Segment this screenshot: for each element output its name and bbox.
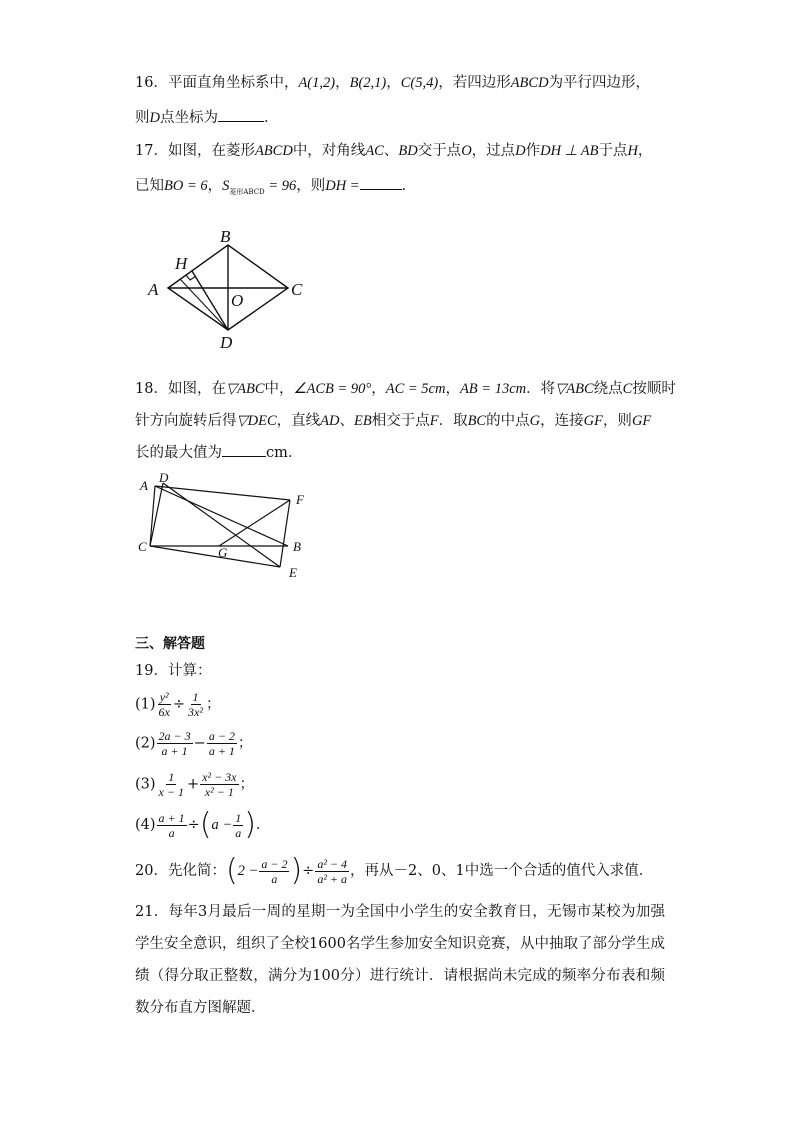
fraction: $\frac{a - 2}{a + 1}$	[208, 729, 235, 758]
label-b: B	[220, 227, 231, 246]
rotation-figure	[130, 470, 330, 585]
fraction: $\frac{2a - 3}{a + 1}$	[158, 729, 191, 758]
rhombus-figure	[140, 222, 320, 357]
q19-part1: (1) $\frac{\text{y²}}{6x}$ ÷ $\frac{1}{\text{3x²}}$ ；	[135, 690, 221, 719]
point-c: C(5,4)	[400, 75, 439, 91]
label-d: D	[159, 470, 169, 485]
label-a: A	[140, 478, 148, 493]
label-a: A	[148, 280, 159, 299]
point-b: B(2,1)	[349, 75, 387, 91]
segment-ah-extra	[180, 279, 228, 330]
label-e: E	[289, 565, 297, 580]
q16-line1: 16．平面直角坐标系中，A(1,2)，B(2,1)，C(5,4)，若四边形ABCD为平行四边形，	[135, 75, 651, 91]
label-b: B	[293, 539, 301, 554]
fraction: $\frac{\text{x² − 3x}}{\text{x² − 1}}$	[202, 770, 237, 799]
segment-gf	[219, 500, 290, 546]
fraction: $\frac{1}{a}$	[235, 810, 242, 840]
label-c: C	[138, 539, 147, 554]
fraction: $\frac{a - 2}{a}$	[261, 856, 288, 886]
q19-part2: (2) $\frac{2a - 3}{a + 1}$ − $\frac{a - 2}{a + 1}$ ；	[135, 729, 253, 758]
fraction: $\frac{\text{y²}}{6x}$	[158, 690, 170, 719]
segment-dh	[192, 271, 228, 330]
q17-line2: 已知BO = 6，$S_{菱形ABCD} = 96$，则DH = ．	[135, 178, 417, 196]
q19-part4: (4) $\frac{a + 1}{a}$ ÷(a − $\frac{1}{a}$ )．	[135, 807, 271, 842]
q18-line3: 长的最大值为 cm．	[135, 445, 303, 461]
segment-ce	[150, 546, 280, 567]
section-heading: 三、解答题	[135, 636, 205, 652]
fraction: $\frac{1}{\text{3x²}}$	[188, 690, 203, 719]
segment-ab	[155, 486, 288, 546]
label-h: H	[175, 254, 188, 273]
label-f: F	[296, 492, 304, 507]
q18-line2: 针方向旋转后得▽DEC，直线AD、EB相交于点F．取BC的中点G，连接GF，则GF	[135, 413, 652, 429]
q16-line2: 则D点坐标为 ．	[135, 110, 279, 126]
label-d: D	[220, 333, 233, 352]
segment-ca	[150, 486, 155, 546]
segment-cd	[150, 483, 163, 546]
answer-blank[interactable]	[218, 109, 264, 122]
fraction: $\frac{a + 1}{a}$	[158, 810, 185, 840]
point-a: A(1,2)	[298, 75, 336, 91]
label-c: C	[291, 280, 303, 299]
q20-line: 20．先化简：(2 − $\frac{a - 2}{a}$ )÷ $\frac{\text{a² − 4}}{\text{a² + a}}$ ，再从－2、0、1中选一个合适的值代入求值．	[135, 853, 654, 888]
q21-paragraph: 21．每年3月最后一周的星期一为全国中小学生的安全教育日，无锡市某校为加强学生安全意识，组织了全校1600名学生参加安全知识竞赛，从中抽取了部分学生成绩（得分取正整数，满分为100分）进行统计．请根据尚未完成的频率分布表和频数分布直方图解题．	[135, 904, 665, 1016]
q18-line1: 18．如图，在▽ABC中，∠ACB = 90°，AC = 5cm，AB = 13cm．将▽ABC绕点C按顺时	[135, 381, 676, 397]
label-g: G	[218, 545, 228, 560]
q17-line1: 17．如图，在菱形ABCD中，对角线AC、BD交于点O，过点D作DH ⊥ AB于点H，	[135, 143, 653, 159]
fraction: $\frac{\text{a² − 4}}{\text{a² + a}}$	[317, 856, 348, 886]
line-ad-extended	[155, 486, 290, 500]
answer-blank[interactable]	[222, 444, 266, 457]
q19-title: 19．计算：	[135, 663, 212, 679]
line-eb-extended	[280, 500, 290, 567]
label-o: O	[231, 291, 244, 310]
q19-part3: (3) $\frac{1}{x - 1}$ + $\frac{\text{x² − 3x}}{\text{x² − 1}}$ ；	[135, 770, 254, 799]
fraction: $\frac{1}{x - 1}$	[158, 770, 184, 799]
answer-blank[interactable]	[360, 177, 402, 190]
